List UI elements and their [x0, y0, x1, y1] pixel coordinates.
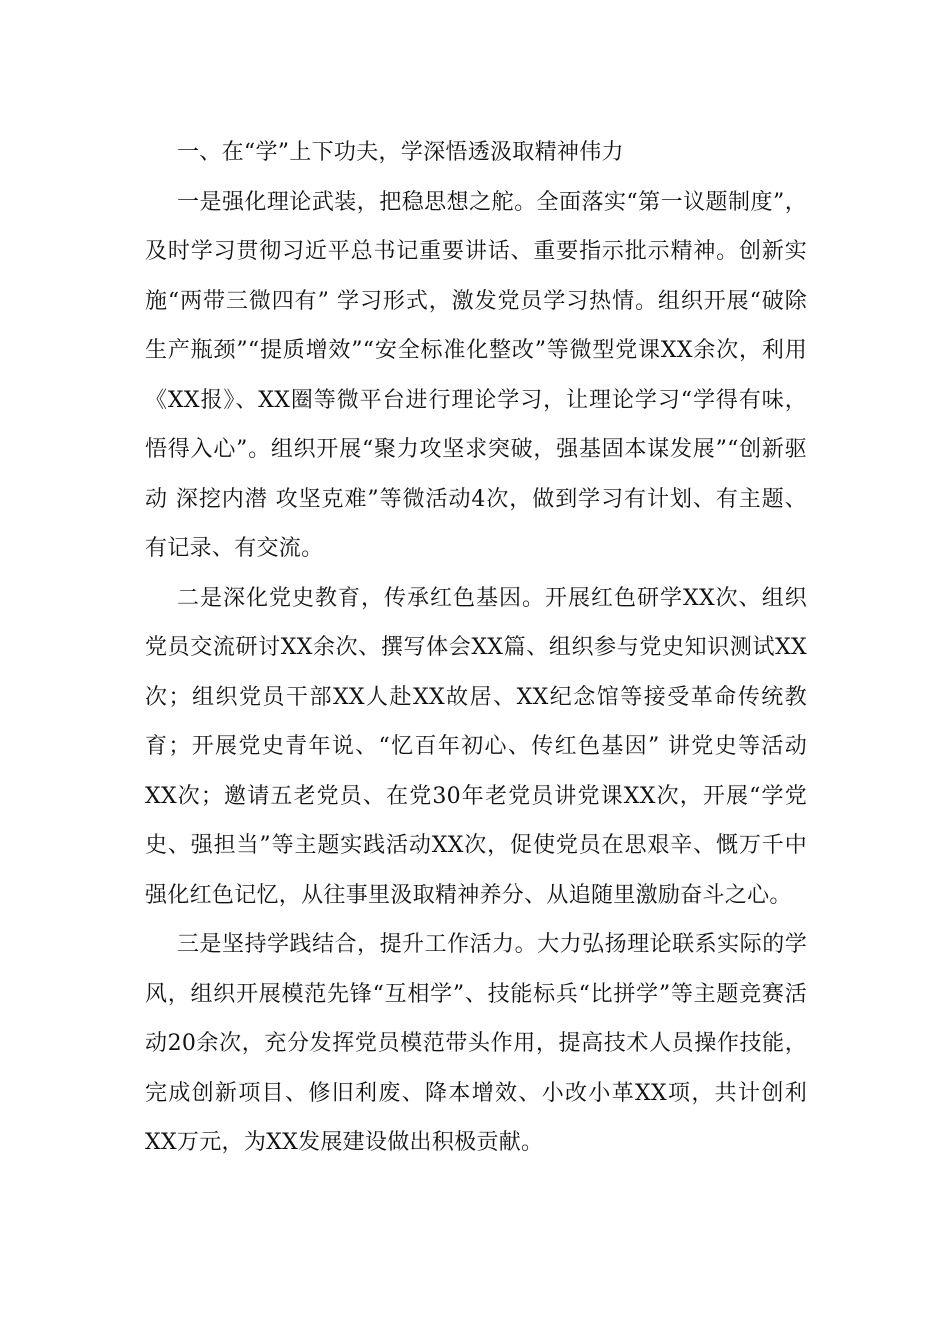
section-heading: 一、在“学”上下功夫，学深悟透汲取精神伟力 — [177, 140, 624, 165]
document-body — [145, 128, 807, 1168]
paragraph-study-practice: 三是坚持学践结合，提升工作活力。大力弘扬理论联系实际的学风，组织开展模范先锋“互相学”、技能标兵“比拼学”等主题竞赛活动20余次，充分发挥党员模范带头作用，提高技术人员操作技能，完成创新项目、修旧利废、降本增效、小改小革XX项，共计创利XX万元，为XX发展建设做出积极贡献。 — [145, 932, 807, 1155]
paragraph-theory-study: 一是强化理论武装，把稳思想之舵。全面落实“第一议题制度”，及时学习贯彻习近平总书记重要讲话、重要指示批示精神。创新实施“两带三微四有” 学习形式，激发党员学习热情。组织开展“破除生产瓶颈”“提质增效”“安全标准化整改”等微型党课XX余次，利用《XX报》、XX圈等微平台进行理论学习，让理论学习“学得有味，悟得入心”。组织开展“聚力攻坚求突破，强基固本谋发展”“创新驱动 深挖内潜 攻坚克难”等微活动4次，做到学习有计划、有主题、有记录、有交流。 — [145, 189, 807, 561]
paragraph-party-history: 二是深化党史教育，传承红色基因。开展红色研学XX次、组织党员交流研讨XX余次、撰写体会XX篇、组织参与党史知识测试XX次；组织党员干部XX人赴XX故居、XX纪念馆等接受革命传统教育；开展党史青年说、“忆百年初心、传红色基因” 讲党史等活动XX次；邀请五老党员、在党30年老党员讲党课XX次，开展“学党史、强担当”等主题实践活动XX次，促使党员在思艰辛、慨万千中强化红色记忆，从往事里汲取精神养分、从追随里激励奋斗之心。 — [145, 585, 807, 908]
